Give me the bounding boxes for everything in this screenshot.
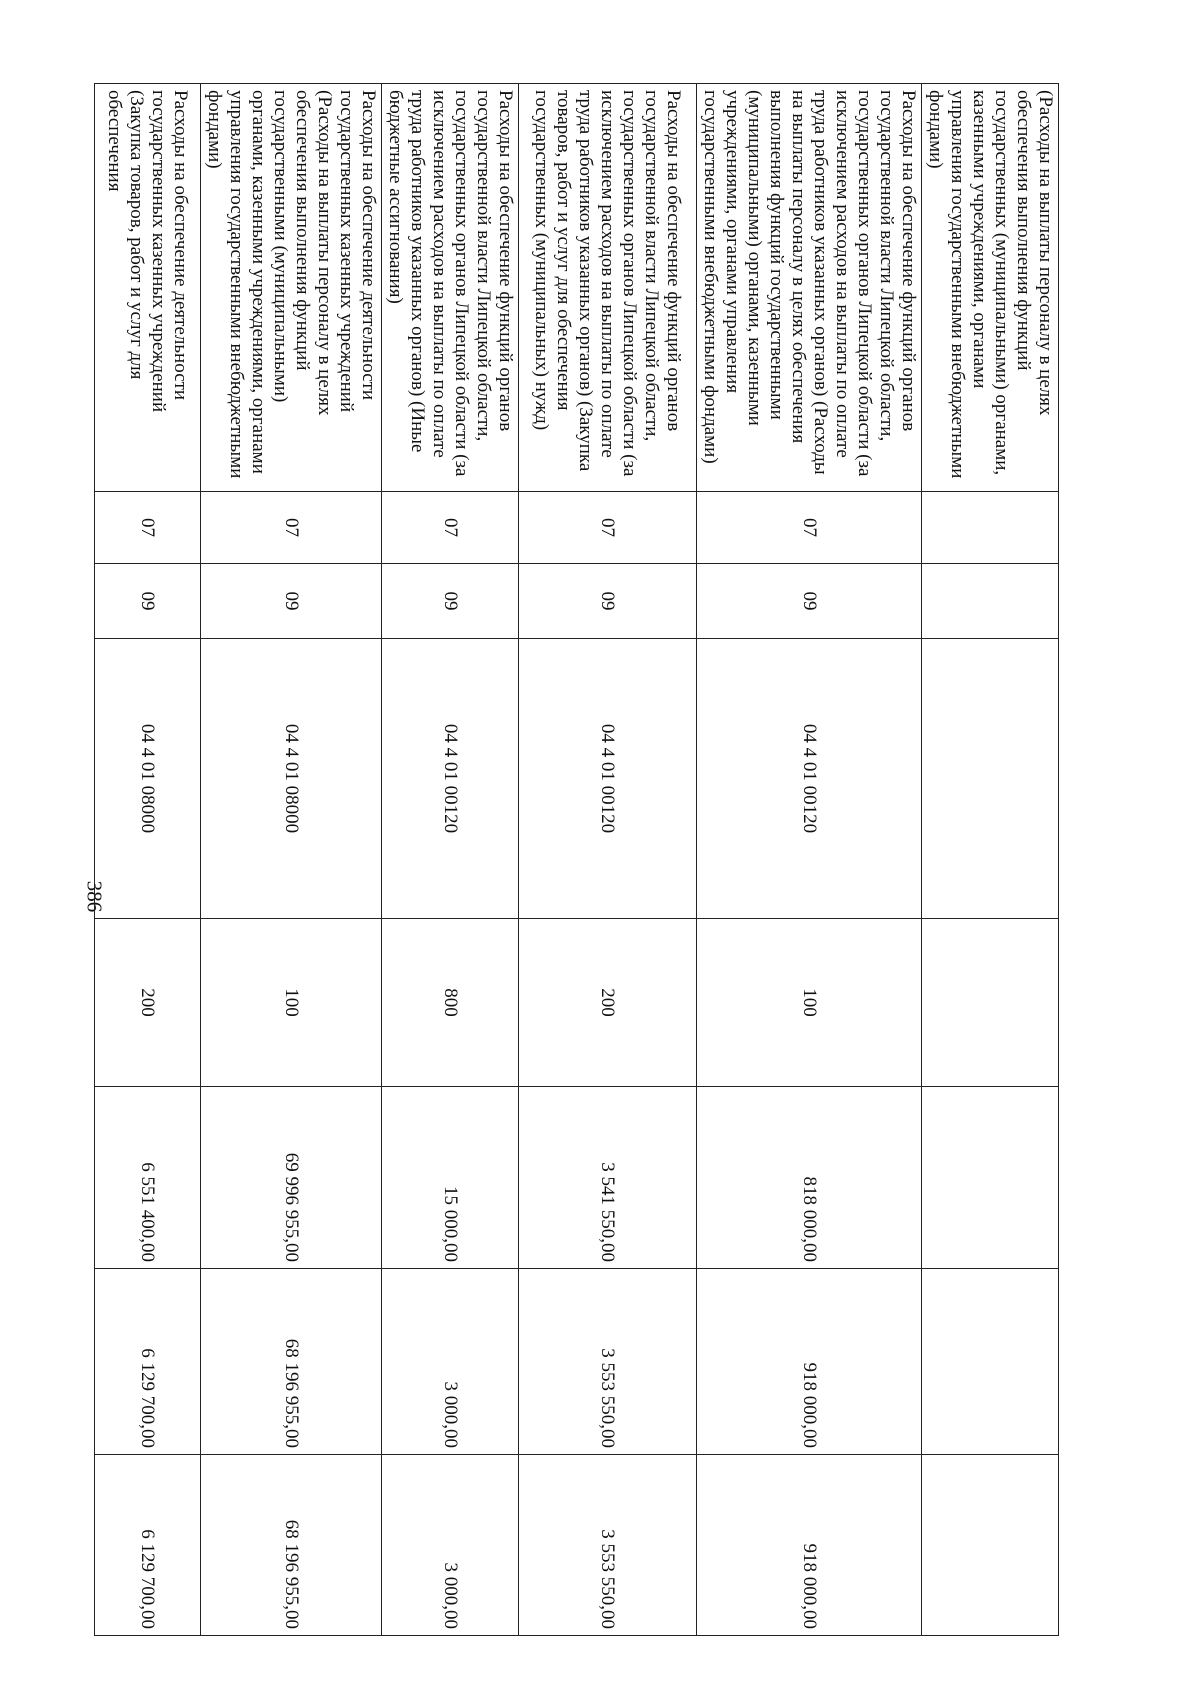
subsection-code: 09 — [382, 564, 519, 639]
expense-type-code: 100 — [697, 919, 922, 1087]
amount-year-1: 818 000,00 — [697, 1087, 922, 1269]
expense-type-code: 200 — [95, 919, 201, 1087]
target-article-code: 04 4 01 00120 — [697, 639, 922, 919]
amount-year-1 — [922, 1087, 1059, 1269]
expense-type-code: 100 — [201, 919, 382, 1087]
row-description: Расходы на обеспечение функций органов государственной власти Липецкой области, государственных органов Липецкой области (за исключением расходов на выплаты по оплате труда работников указанных органов) (Закупка товаров, работ и услуг для обеспечения государственных (муниципальных) нужд) — [519, 84, 697, 492]
amount-year-2 — [922, 1269, 1059, 1455]
target-article-code: 04 4 01 08000 — [95, 639, 201, 919]
row-description: Расходы на обеспечение деятельности государственных казенных учреждений (Расходы на выплаты персоналу в целях обеспечения выполнения функций государственными (муниципальными) органами, казенными учреждениями, органами управления государственными внебюджетными фондами) — [201, 84, 382, 492]
amount-year-3: 918 000,00 — [697, 1455, 922, 1636]
amount-year-2: 3 553 550,00 — [519, 1269, 697, 1455]
row-description: Расходы на обеспечение деятельности государственных казенных учреждений (Закупка товаров, работ и услуг для обеспечения — [95, 84, 201, 492]
section-code: 07 — [519, 492, 697, 564]
amount-year-3: 3 000,00 — [382, 1455, 519, 1636]
amount-year-2: 6 129 700,00 — [95, 1269, 201, 1455]
section-code: 07 — [382, 492, 519, 564]
expense-type-code: 800 — [382, 919, 519, 1087]
section-code — [922, 492, 1059, 564]
table-row — [922, 84, 1059, 1636]
section-code: 07 — [201, 492, 382, 564]
target-article-code — [922, 639, 1059, 919]
amount-year-1: 15 000,00 — [382, 1087, 519, 1269]
target-article-code: 04 4 01 08000 — [201, 639, 382, 919]
amount-year-3 — [922, 1455, 1059, 1636]
section-code: 07 — [697, 492, 922, 564]
row-description: Расходы на обеспечение функций органов государственной власти Липецкой области, государственных органов Липецкой области (за исключением расходов на выплаты по оплате труда работников указанных органов) (Иные бюджетные ассигнования) — [382, 84, 519, 492]
subsection-code: 09 — [201, 564, 382, 639]
subsection-code: 09 — [95, 564, 201, 639]
amount-year-1: 6 551 400,00 — [95, 1087, 201, 1269]
amount-year-3: 6 129 700,00 — [95, 1455, 201, 1636]
table-row — [519, 84, 697, 1636]
row-description: Расходы на обеспечение функций органов государственной власти Липецкой области, государственных органов Липецкой области (за исключением расходов на выплаты по оплате труда работников указанных органов) (Расходы на выплаты персоналу в целях обеспечения выполнения функций государственными (муниципальными) органами, казенными учреждениями, органами управления государственными внебюджетными фондами) — [697, 84, 922, 492]
amount-year-2: 918 000,00 — [697, 1269, 922, 1455]
amount-year-1: 69 996 955,00 — [201, 1087, 382, 1269]
subsection-code: 09 — [519, 564, 697, 639]
amount-year-3: 68 196 955,00 — [201, 1455, 382, 1636]
expense-type-code — [922, 919, 1059, 1087]
page-number: 386 — [82, 880, 107, 913]
amount-year-1: 3 541 550,00 — [519, 1087, 697, 1269]
expense-type-code: 200 — [519, 919, 697, 1087]
budget-table — [94, 83, 1059, 1636]
table-row — [697, 84, 922, 1636]
table-row — [95, 84, 201, 1636]
subsection-code: 09 — [697, 564, 922, 639]
row-description: (Расходы на выплаты персоналу в целях обеспечения выполнения функций государственных (муниципальными) органами, казенными учреждениями, органами управления государственными внебюджетными фондами) — [922, 84, 1059, 492]
table-row — [201, 84, 382, 1636]
amount-year-2: 3 000,00 — [382, 1269, 519, 1455]
target-article-code: 04 4 01 00120 — [519, 639, 697, 919]
table-rotation-wrapper — [104, 83, 1059, 1635]
table-row — [382, 84, 519, 1636]
target-article-code: 04 4 01 00120 — [382, 639, 519, 919]
section-code: 07 — [95, 492, 201, 564]
subsection-code — [922, 564, 1059, 639]
amount-year-2: 68 196 955,00 — [201, 1269, 382, 1455]
amount-year-3: 3 553 550,00 — [519, 1455, 697, 1636]
